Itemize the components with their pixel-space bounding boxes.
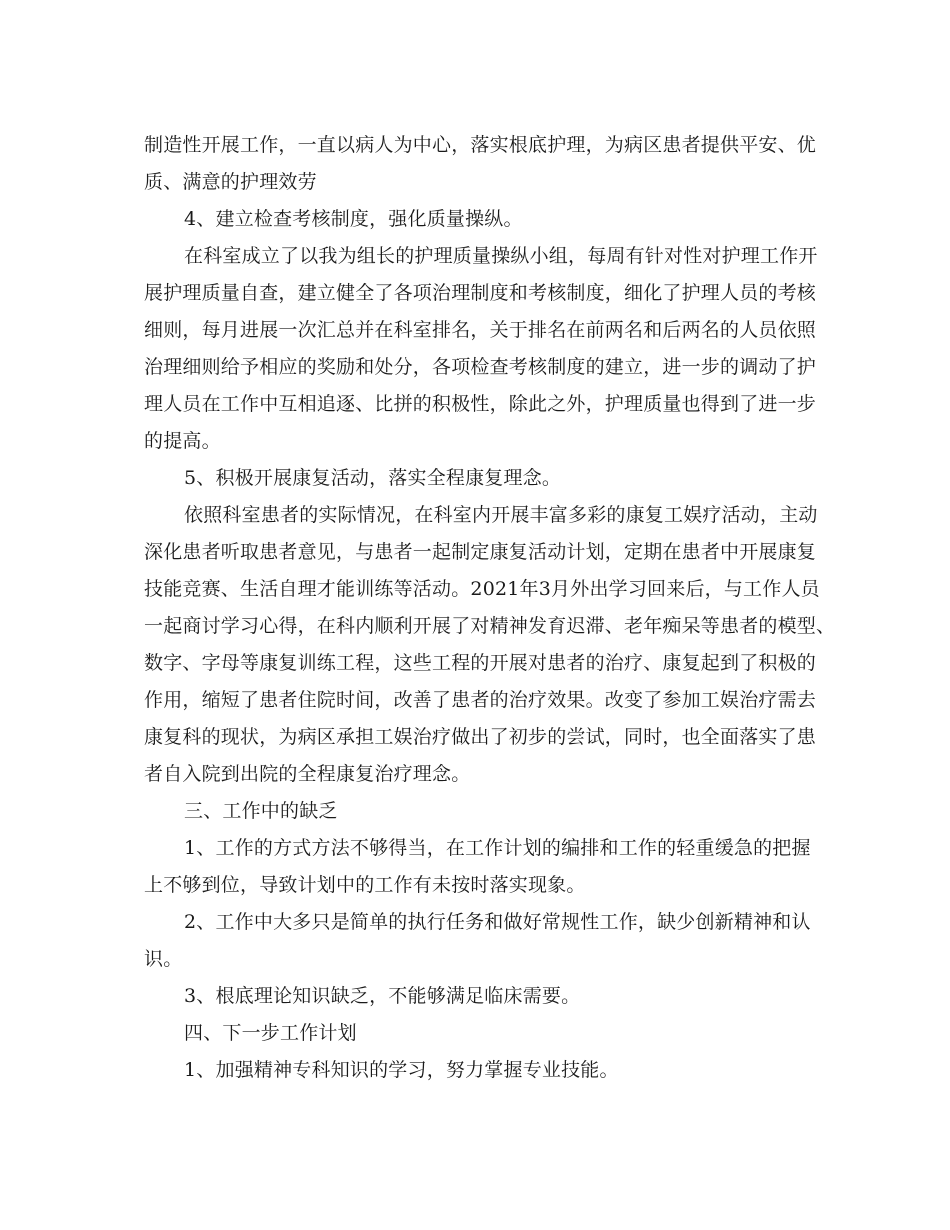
text-line: 3、根底理论知识缺乏，不能够满足临床需要。 xyxy=(184,985,581,1007)
text-line: 三、工作中的缺乏 xyxy=(184,800,338,822)
text-line: 识。 xyxy=(144,948,183,970)
text-line: 2、工作中大多只是简单的执行任务和做好常规性工作，缺少创新精神和认 xyxy=(184,911,811,933)
text-line: 四、下一步工作计划 xyxy=(184,1022,357,1044)
text-line: 理人员在工作中互相追逐、比拼的积极性，除此之外，护理质量也得到了进一步 xyxy=(144,393,817,415)
text-line: 作用，缩短了患者住院时间，改善了患者的治疗效果。改变了参加工娱治疗需去 xyxy=(144,689,817,711)
document-body xyxy=(144,127,836,1089)
text-line: 数字、字母等康复训练工程，这些工程的开展对患者的治疗、康复起到了积极的 xyxy=(144,652,817,674)
text-line: 5、积极开展康复活动，落实全程康复理念。 xyxy=(184,467,562,489)
text-line: 质、满意的护理效劳 xyxy=(144,171,317,193)
text-line: 1、加强精神专科知识的学习，努力掌握专业技能。 xyxy=(184,1059,619,1081)
text-line: 深化患者听取患者意见，与患者一起制定康复活动计划，定期在患者中开展康复 xyxy=(144,541,817,563)
text-line: 在科室成立了以我为组长的护理质量操纵小组，每周有针对性对护理工作开 xyxy=(184,245,818,267)
text-line: 一起商讨学习心得，在科内顺利开展了对精神发育迟滞、老年痴呆等患者的模型、 xyxy=(144,615,836,637)
text-line: 康复科的现状，为病区承担工娱治疗做出了初步的尝试，同时，也全面落实了患 xyxy=(144,726,817,748)
text-line: 展护理质量自查，建立健全了各项治理制度和考核制度，细化了护理人员的考核 xyxy=(144,282,817,304)
text-line: 上不够到位，导致计划中的工作有未按时落实现象。 xyxy=(144,874,586,896)
text-line: 1、工作的方式方法不够得当，在工作计划的编排和工作的轻重缓急的把握 xyxy=(184,837,811,859)
text-line: 者自入院到出院的全程康复治疗理念。 xyxy=(144,763,471,785)
text-line: 依照科室患者的实际情况，在科室内开展丰富多彩的康复工娱疗活动，主动 xyxy=(184,504,818,526)
text-line: 4、建立检查考核制度，强化质量操纵。 xyxy=(184,208,523,230)
text-line: 的提高。 xyxy=(144,430,221,452)
text-line: 治理细则给予相应的奖励和处分，各项检查考核制度的建立，进一步的调动了护 xyxy=(144,356,817,378)
text-line: 技能竞赛、生活自理才能训练等活动。2021年3月外出学习回来后，与工作人员 xyxy=(144,578,820,600)
text-line: 细则，每月进展一次汇总并在科室排名，关于排名在前两名和后两名的人员依照 xyxy=(144,319,817,341)
text-line: 制造性开展工作，一直以病人为中心，落实根底护理，为病区患者提供平安、优 xyxy=(144,134,817,156)
